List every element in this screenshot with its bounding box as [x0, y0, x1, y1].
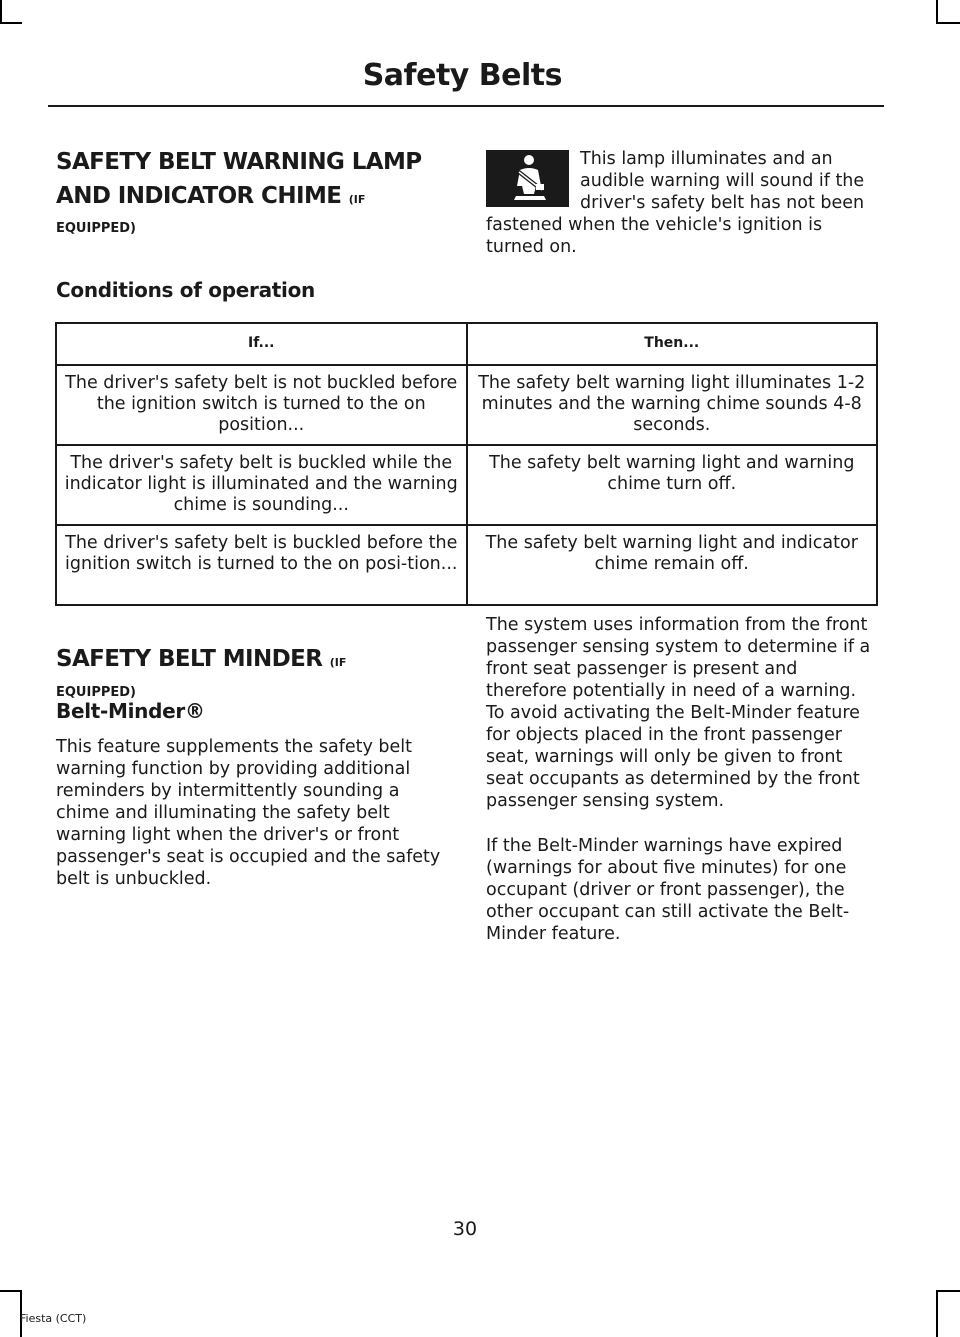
crop-mark	[0, 1290, 22, 1292]
col-if-header: If...	[56, 323, 467, 365]
conditions-table	[55, 322, 878, 606]
if-cell: The driver's safety belt is not buckled before the ignition switch is turned to the on position...	[56, 365, 467, 445]
page-number: 30	[452, 1218, 478, 1240]
footer-model: Fiesta (CCT)	[20, 1312, 87, 1325]
section-title-warning-lamp: SAFETY BELT WARNING LAMP AND INDICATOR CHIME (IF	[56, 149, 422, 209]
crop-mark	[936, 1290, 938, 1337]
belt-minder-system-info: The system uses information from the front passenger sensing system to determine if a front seat passenger is present and therefore potentially in need of a warning. To avoid activating the Belt-Minder feature for objects placed in the front passenger seat, warnings will only be given to front seat occupants as determined by the front passenger sensing system.	[486, 615, 871, 811]
belt-minder-intro: This feature supplements the safety belt warning function by providing additional reminders by intermittently sounding a chime and illuminating the safety belt warning light when the driver's or front passenger's seat is occupied and the safety belt is unbuckled.	[56, 737, 441, 889]
belt-minder-subheading: Belt-Minder®	[56, 699, 205, 723]
if-cell: The driver's safety belt is buckled while the indicator light is illuminated and the warning chime is sounding...	[56, 445, 467, 525]
then-cell: The safety belt warning light illuminates 1-2 minutes and the warning chime sounds 4-8 seconds.	[467, 365, 878, 445]
conditions-heading: Conditions of operation	[56, 278, 315, 302]
if-cell: The driver's safety belt is buckled before the ignition switch is turned to the on posi-tion...	[56, 525, 467, 605]
table-row	[56, 365, 877, 445]
header-rule	[48, 105, 884, 107]
then-cell: The safety belt warning light and warning chime turn off.	[467, 445, 878, 525]
table-row	[56, 525, 877, 605]
crop-mark	[936, 1290, 960, 1292]
crop-mark	[0, 0, 2, 22]
table-header-row	[56, 323, 877, 365]
equipped-note: EQUIPPED)	[56, 685, 136, 700]
then-cell: The safety belt warning light and indicator chime remain off.	[467, 525, 878, 605]
crop-mark	[936, 22, 960, 24]
crop-mark	[936, 0, 938, 22]
page-header-title: Safety Belts	[362, 58, 562, 93]
section-title-belt-minder: SAFETY BELT MINDER (IF	[56, 646, 347, 672]
belt-minder-expiry-info: If the Belt-Minder warnings have expired (warnings for about five minutes) for one occupant (driver or front passenger), the other occupant can still activate the Belt-Minder feature.	[486, 836, 850, 944]
equipped-note: EQUIPPED)	[56, 221, 136, 236]
lamp-description: This lamp illuminates and an audible warning will sound if the driver's safety belt has not been fastened when the vehicle's ignition is turned on.	[486, 149, 865, 257]
table-row	[56, 445, 877, 525]
crop-mark	[0, 22, 22, 24]
col-then-header: Then...	[467, 323, 878, 365]
